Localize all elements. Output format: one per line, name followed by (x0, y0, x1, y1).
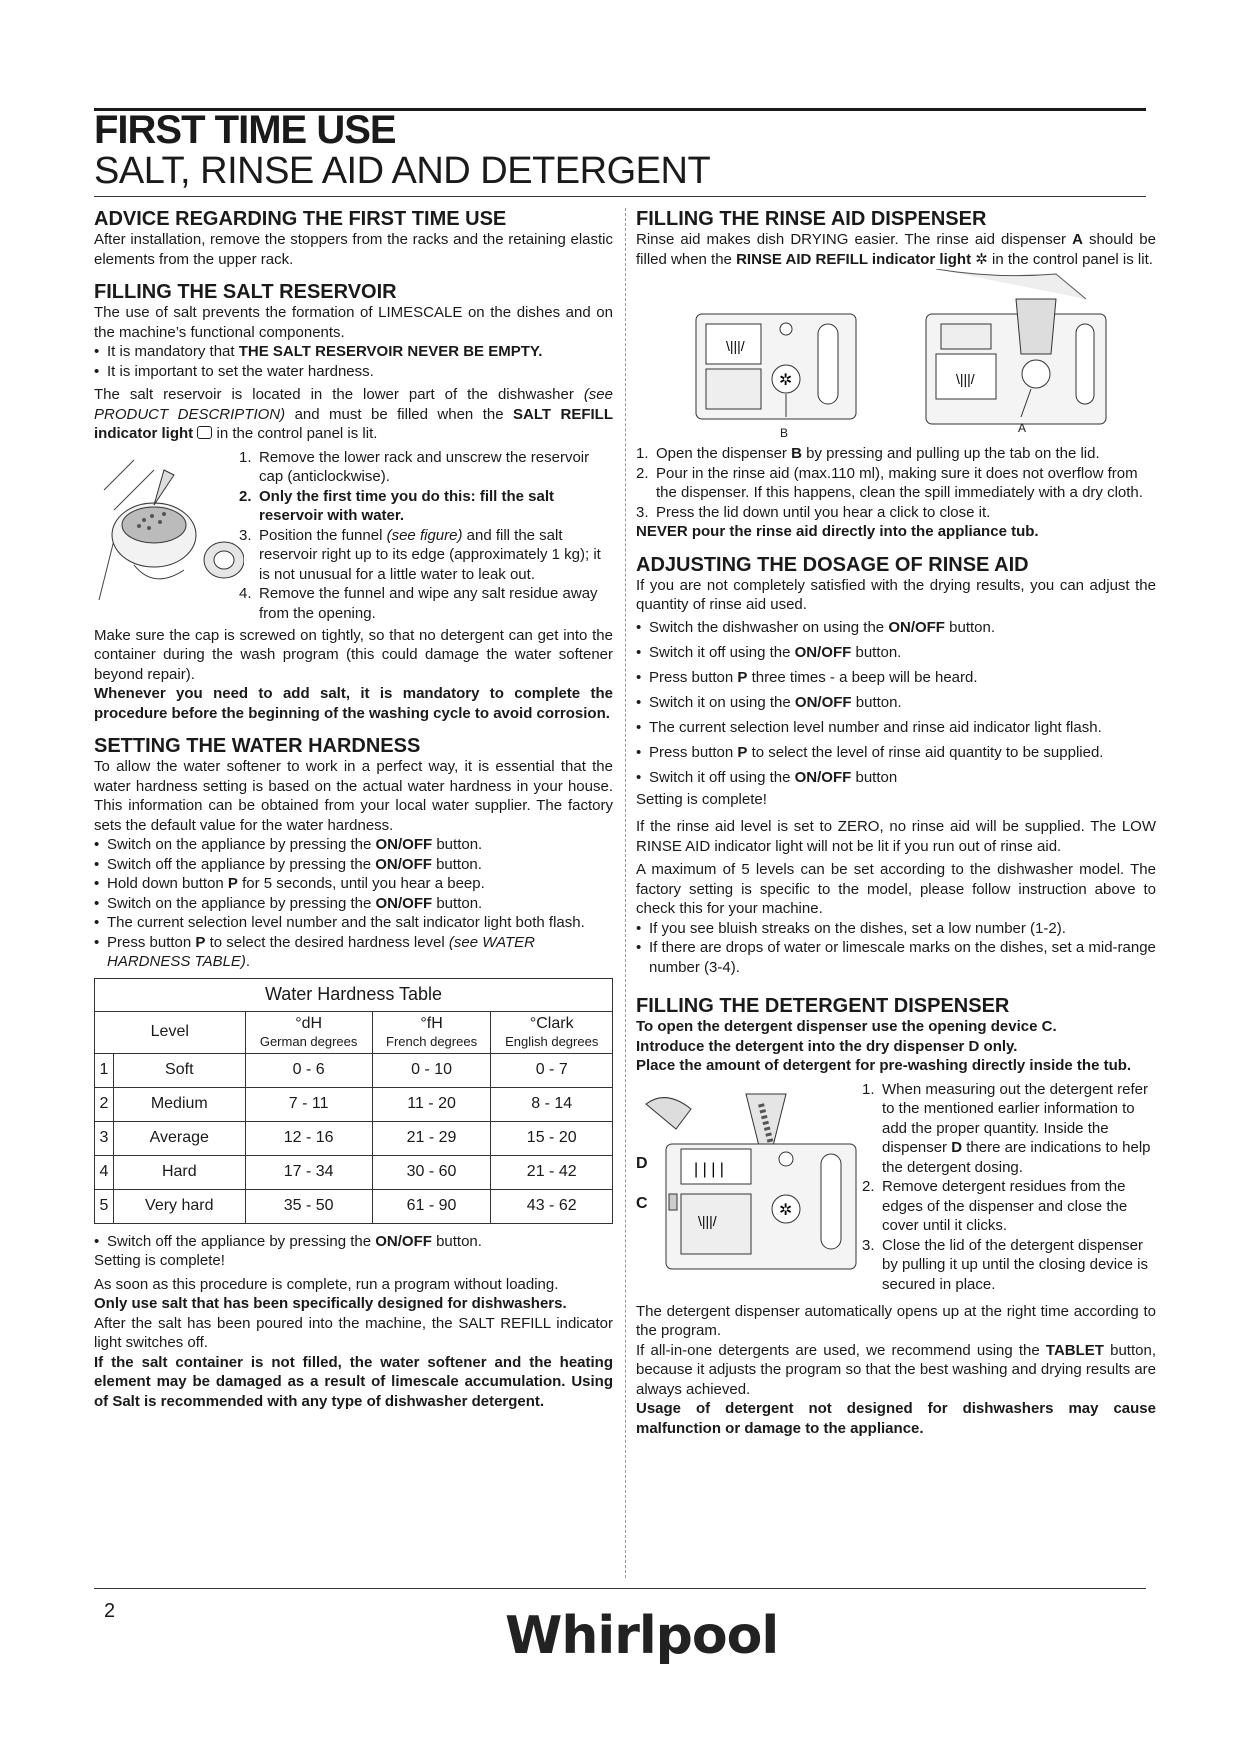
list-item: 1. Remove the lower rack and unscrew the reservoir cap (anticlockwise). (239, 448, 590, 485)
label-c: C (636, 1194, 648, 1212)
hardness-heading: SETTING THE WATER HARDNESS (94, 735, 421, 757)
list-item: • Switch it off using the ON/OFF button. (636, 640, 1156, 665)
list-item: • Switch the dishwasher on using the ON/OFF button. (636, 615, 1156, 640)
right-column (636, 208, 1156, 1438)
tablet-text: If all-in-one detergents are used, we recommend using the TABLET button, because it adjusts the program so that the best washing and drying results are always achieved. (636, 1341, 1156, 1398)
list-item: • Switch off the appliance by pressing the ON/OFF button. (94, 855, 613, 875)
table-row: 4 Hard 17 - 34 30 - 60 21 - 42 (95, 1155, 613, 1189)
list-item: • Switch on the appliance by pressing the ON/OFF button. (94, 835, 613, 855)
salt-only-note: Only use salt that has been specifically designed for dishwashers. (94, 1295, 567, 1312)
after-text: As soon as this procedure is complete, run a program without loading. (94, 1275, 559, 1293)
max-levels-text: A maximum of 5 levels can be set according to the dishwasher model. The factory setting is specific to the model, please follow instruction above to check this for your machine. (636, 861, 1156, 917)
salt-steps (239, 448, 613, 624)
list-item: • If you see bluish streaks on the dishes, set a low number (1-2). (636, 919, 1156, 939)
salt-location: The salt reservoir is located in the lower part of the dishwasher (see PRODUCT DESCRIPTION) and must be filled when the SALT REFILL indicator light in the control panel is lit. (94, 386, 614, 442)
list-item: 2. Only the first time you do this: fill the salt reservoir with water. (239, 487, 555, 524)
dosage-text: If you are not completely satisfied with the drying results, you can adjust the quantity of rinse aid used. (636, 576, 1156, 613)
dosage-heading: ADJUSTING THE DOSAGE OF RINSE AID (636, 553, 1029, 576)
salt-heading: FILLING THE SALT RESERVOIR (94, 281, 397, 303)
add-salt-warning: Whenever you need to add salt, it is mandatory to complete the procedure before the beginning of the washing cycle to avoid corrosion. (94, 685, 613, 722)
list-item: • Switch it off using the ON/OFF button (636, 765, 1156, 790)
detergent-heading: FILLING THE DETERGENT DISPENSER (636, 995, 1010, 1017)
salt-refill-icon (197, 426, 212, 439)
rinse-steps (636, 444, 1156, 522)
auto-open-text: The detergent dispenser automatically opens up at the right time according to the program. (636, 1302, 1156, 1339)
list-item: 1. Open the dispenser B by pressing and pulling up the tab on the lid. (636, 445, 1100, 462)
salt-bullets (94, 342, 613, 381)
list-item: 2. Pour in the rinse aid (max.110 ml), making sure it does not overflow from the dispenser. If this happens, clean the spill immediately with a dry cloth. (636, 464, 1143, 501)
footer-rule (94, 1588, 1146, 1589)
table-row: 5 Very hard 35 - 50 61 - 90 43 - 62 (95, 1189, 613, 1223)
list-item: • It is important to set the water hardness. (94, 362, 613, 382)
list-item: 3. Press the lid down until you hear a click to close it. (636, 503, 991, 521)
svg-text:\|||/: \|||/ (726, 338, 745, 354)
list-item: • The current selection level number and rinse aid indicator light flash. (636, 715, 1156, 740)
page-number: 2 (104, 1600, 116, 1622)
hardness-steps (94, 835, 613, 972)
advice-heading: ADVICE REGARDING THE FIRST TIME USE (94, 208, 507, 230)
svg-text:\|||/: \|||/ (698, 1212, 717, 1229)
hardness-final (94, 1232, 613, 1252)
column-separator (625, 208, 626, 1578)
label-a: A (1018, 421, 1027, 435)
table-caption: Water Hardness Table (95, 978, 613, 1011)
setting-complete: Setting is complete! (94, 1252, 225, 1269)
list-item: • Press button P to select the desired hardness level (see WATER HARDNESS TABLE). (94, 933, 613, 972)
table-row: 3 Average 12 - 16 21 - 29 15 - 20 (95, 1121, 613, 1155)
label-d: D (636, 1154, 648, 1172)
cap-note: Make sure the cap is screwed on tightly, so that no detergent can get into the container during the wash program (this could damage the water softener beyond repair). (94, 626, 613, 683)
rinse-dispenser-figure (636, 269, 1156, 444)
zero-text: If the rinse aid level is set to ZERO, no rinse aid will be supplied. The LOW RINSE AID indicator light will not be lit if you run out of rinse aid. (636, 818, 1156, 855)
column-header: °fH French degrees (372, 1011, 491, 1053)
rinse-text: Rinse aid makes dish DRYING easier. The rinse aid dispenser A should be filled when the RINSE AID REFILL indicator light ✲ in the control panel is lit. (636, 231, 1156, 268)
table-row: 1 Soft 0 - 6 0 - 10 0 - 7 (95, 1053, 613, 1087)
list-item: • Switch it on using the ON/OFF button. (636, 690, 1156, 715)
list-item: 2. Remove detergent residues from the edges of the dispenser and close the cover until it clicks. (862, 1178, 1128, 1234)
after-text: After the salt has been poured into the machine, the SALT REFILL indicator light switches off. (94, 1314, 613, 1351)
list-item: 4. Remove the funnel and wipe any salt residue away from the opening. (239, 585, 598, 622)
usage-warning: Usage of detergent not designed for dishwashers may cause malfunction or damage to the appliance. (636, 1400, 1156, 1437)
list-item: 3. Close the lid of the detergent dispenser by pulling it up until the closing device is secured in place. (862, 1236, 1148, 1293)
setting-complete: Setting is complete! (636, 790, 767, 808)
rinse-aid-icon: ✲ (975, 250, 988, 268)
column-header: °dH German degrees (245, 1011, 372, 1053)
list-item: • Switch off the appliance by pressing the ON/OFF button. (94, 1232, 613, 1252)
list-item: • The current selection level number and the salt indicator light both flash. (94, 913, 613, 933)
detergent-instruction: To open the detergent dispenser use the opening device C. (636, 1018, 1057, 1035)
column-header: °Clark English degrees (491, 1011, 613, 1053)
never-warning: NEVER pour the rinse aid directly into the appliance tub. (636, 523, 1039, 540)
table-row: 2 Medium 7 - 11 11 - 20 8 - 14 (95, 1087, 613, 1121)
list-item: • If there are drops of water or limescale marks on the dishes, set a mid-range number (3-4). (636, 938, 1156, 977)
rinse-heading: FILLING THE RINSE AID DISPENSER (636, 208, 987, 230)
header-rule (94, 196, 1146, 197)
list-item: • Switch on the appliance by pressing the ON/OFF button. (94, 894, 613, 914)
svg-text:\|||/: \|||/ (956, 371, 975, 387)
whirlpool-logo: Whirlpool (505, 1606, 779, 1666)
salt-warning: If the salt container is not filled, the water softener and the heating element may be damaged as a result of limescale accumulation. Using of Salt is recommended with any type of dishwasher detergent. (94, 1353, 613, 1410)
detergent-steps (862, 1080, 1156, 1295)
list-item: 3. Position the funnel (see figure) and fill the salt reservoir right up to its edge (approximately 1 kg); it is not unusual for a little water to leak out. (239, 526, 601, 583)
level-tips (636, 919, 1156, 978)
detergent-dispenser-figure (636, 1084, 861, 1279)
list-item: 1. When measuring out the detergent refer to the mentioned earlier information to add the proper quantity. Inside the dispenser D there are indications to help the detergent dosing. (862, 1080, 1151, 1176)
list-item: • Press button P to select the level of rinse aid quantity to be supplied. (636, 740, 1156, 765)
detergent-instruction: Place the amount of detergent for pre-washing directly inside the tub. (636, 1057, 1132, 1074)
water-hardness-table (94, 978, 613, 1224)
level-header: Level (95, 1011, 246, 1053)
left-column (94, 208, 613, 1411)
label-b: B (780, 426, 789, 440)
page-subtitle: SALT, RINSE AID AND DETERGENT (94, 150, 711, 192)
salt-funnel-figure (94, 450, 244, 610)
salt-intro: The use of salt prevents the formation of LIMESCALE on the dishes and on the machine’s functional components. (94, 304, 613, 341)
svg-text:| | | |: | | | | (694, 1160, 724, 1178)
hardness-text: To allow the water softener to work in a perfect way, it is essential that the water hardness setting is based on the actual water hardness in your house. This information can be obtained from your local water supplier. The factory sets the default value for the water hardness. (94, 758, 613, 834)
detergent-instruction: Introduce the detergent into the dry dispenser D only. (636, 1037, 1018, 1055)
list-item: • Hold down button P for 5 seconds, until you hear a beep. (94, 874, 613, 894)
list-item: • It is mandatory that THE SALT RESERVOIR NEVER BE EMPTY. (94, 342, 613, 362)
advice-text: After installation, remove the stoppers from the racks and the retaining elastic elements from the upper rack. (94, 231, 613, 268)
list-item: • Press button P three times - a beep will be heard. (636, 665, 1156, 690)
svg-text:✲: ✲ (779, 370, 793, 389)
dosage-steps (636, 615, 1156, 790)
page-title: FIRST TIME USE (94, 108, 396, 152)
svg-text:✲: ✲ (779, 1199, 793, 1219)
